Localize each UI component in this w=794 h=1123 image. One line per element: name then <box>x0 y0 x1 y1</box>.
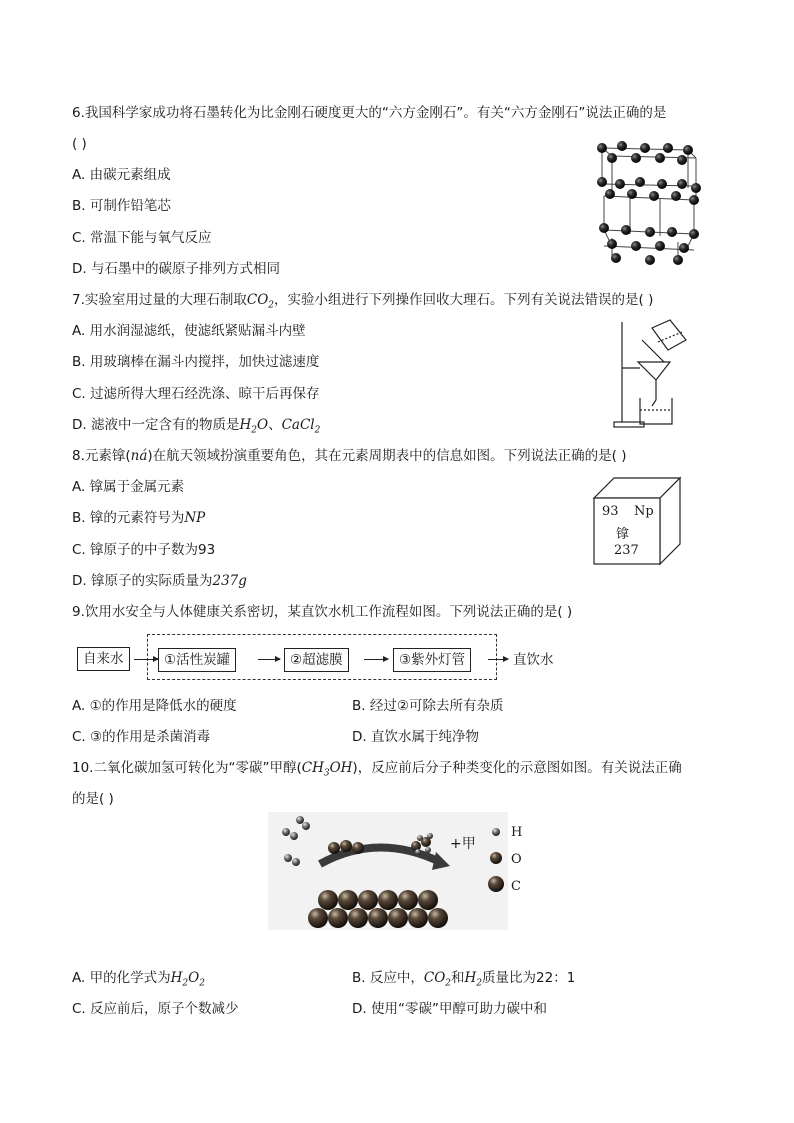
q7-option-d: D. 滤液中一定含有的物质是$H_2O$、CaCl$_2$ <box>72 417 321 436</box>
q6-answer-paren: ( ) <box>72 136 87 152</box>
q6-option-b: B. 可制作铅笔芯 <box>72 198 171 214</box>
q8-option-b: B. 镎的元素符号为NP <box>72 510 206 526</box>
legend-h-ball <box>492 828 500 836</box>
q10-stem-line2: 的是( ) <box>72 791 114 807</box>
product-jia-label: +甲 <box>450 836 476 852</box>
q8-option-a: A. 镎属于金属元素 <box>72 479 185 495</box>
flow-arrow-1 <box>134 659 158 660</box>
element-symbol: Np <box>634 504 654 519</box>
reaction-diagram-figure <box>268 812 523 936</box>
legend-h-label: H <box>511 825 523 840</box>
q10-option-d: D. 使用“零碳”甲醇可助力碳中和 <box>352 1001 547 1017</box>
q7-option-c: C. 过滤所得大理石经洗涤、晾干后再保存 <box>72 386 320 402</box>
q6-option-a: A. 由碳元素组成 <box>72 167 171 183</box>
atomic-number: 93 <box>602 504 619 519</box>
q6-option-d: D. 与石墨中的碳原子排列方式相同 <box>72 261 280 277</box>
q6-stem: 6.我国科学家成功将石墨转化为比金刚石硬度更大的“六方金刚石”。有关“六方金刚石”说法正确的是 <box>72 105 667 121</box>
flow-arrow-4 <box>488 659 508 660</box>
flow-arrow-2 <box>258 659 280 660</box>
legend-c-label: C <box>511 879 521 894</box>
flow-result-label: 直饮水 <box>513 652 554 668</box>
flow-step1-box: ①活性炭罐 <box>158 648 236 672</box>
flow-arrow-3 <box>364 659 388 660</box>
q7-option-a: A. 用水润湿滤纸，使滤纸紧贴漏斗内壁 <box>72 323 306 339</box>
q9-option-a: A. ①的作用是降低水的硬度 <box>72 698 237 714</box>
flow-step3-box: ③紫外灯管 <box>393 648 471 672</box>
element-name: 镎 <box>616 527 630 542</box>
q8-option-c: C. 镎原子的中子数为93 <box>72 542 216 558</box>
flow-source-box: 自来水 <box>77 647 130 671</box>
hexagonal-diamond-structure-figure <box>590 138 705 266</box>
q8-option-d: D. 镎原子的实际质量为237g <box>72 573 247 589</box>
periodic-table-cell <box>592 476 684 568</box>
q8-stem: 8.元素镎(ná)在航天领域扮演重要角色，其在元素周期表中的信息如图。下列说法正确的是( ) <box>72 448 627 464</box>
legend-o-label: O <box>511 852 522 867</box>
q7-co2-formula: $CO_2$ <box>246 292 275 311</box>
q10-option-b: B. 反应中，$CO_2$和$H_2$质量比为22：1 <box>352 970 576 989</box>
flow-step2-box: ②超滤膜 <box>284 648 349 672</box>
q10-stem: 10.二氧化碳加氢可转化为“零碳”甲醇$(CH_3OH)$，反应前后分子种类变化的示意图如图。有关说法正确 <box>72 760 682 779</box>
q9-option-d: D. 直饮水属于纯净物 <box>352 729 479 745</box>
legend-c-ball <box>488 876 504 892</box>
q9-option-b: B. 经过②可除去所有杂质 <box>352 698 504 714</box>
q6-option-c: C. 常温下能与氧气反应 <box>72 230 212 246</box>
relative-atomic-mass: 237 <box>614 543 639 558</box>
q9-stem: 9.饮用水安全与人体健康关系密切，某直饮水机工作流程如图。下列说法正确的是( ) <box>72 604 573 620</box>
q7-stem: 7.实验室用过量的大理石制取$CO_2$，实验小组进行下列操作回收大理石。下列有关说法错误的是( ) <box>72 292 654 311</box>
q10-option-c: C. 反应前后，原子个数减少 <box>72 1001 239 1017</box>
legend-o-ball <box>490 852 502 864</box>
q7-option-b: B. 用玻璃棒在漏斗内搅拌，加快过滤速度 <box>72 354 320 370</box>
filtration-apparatus-figure <box>612 318 692 430</box>
q9-option-c: C. ③的作用是杀菌消毒 <box>72 729 211 745</box>
q10-option-a: A. 甲的化学式为$H_2O_2$ <box>72 970 205 989</box>
